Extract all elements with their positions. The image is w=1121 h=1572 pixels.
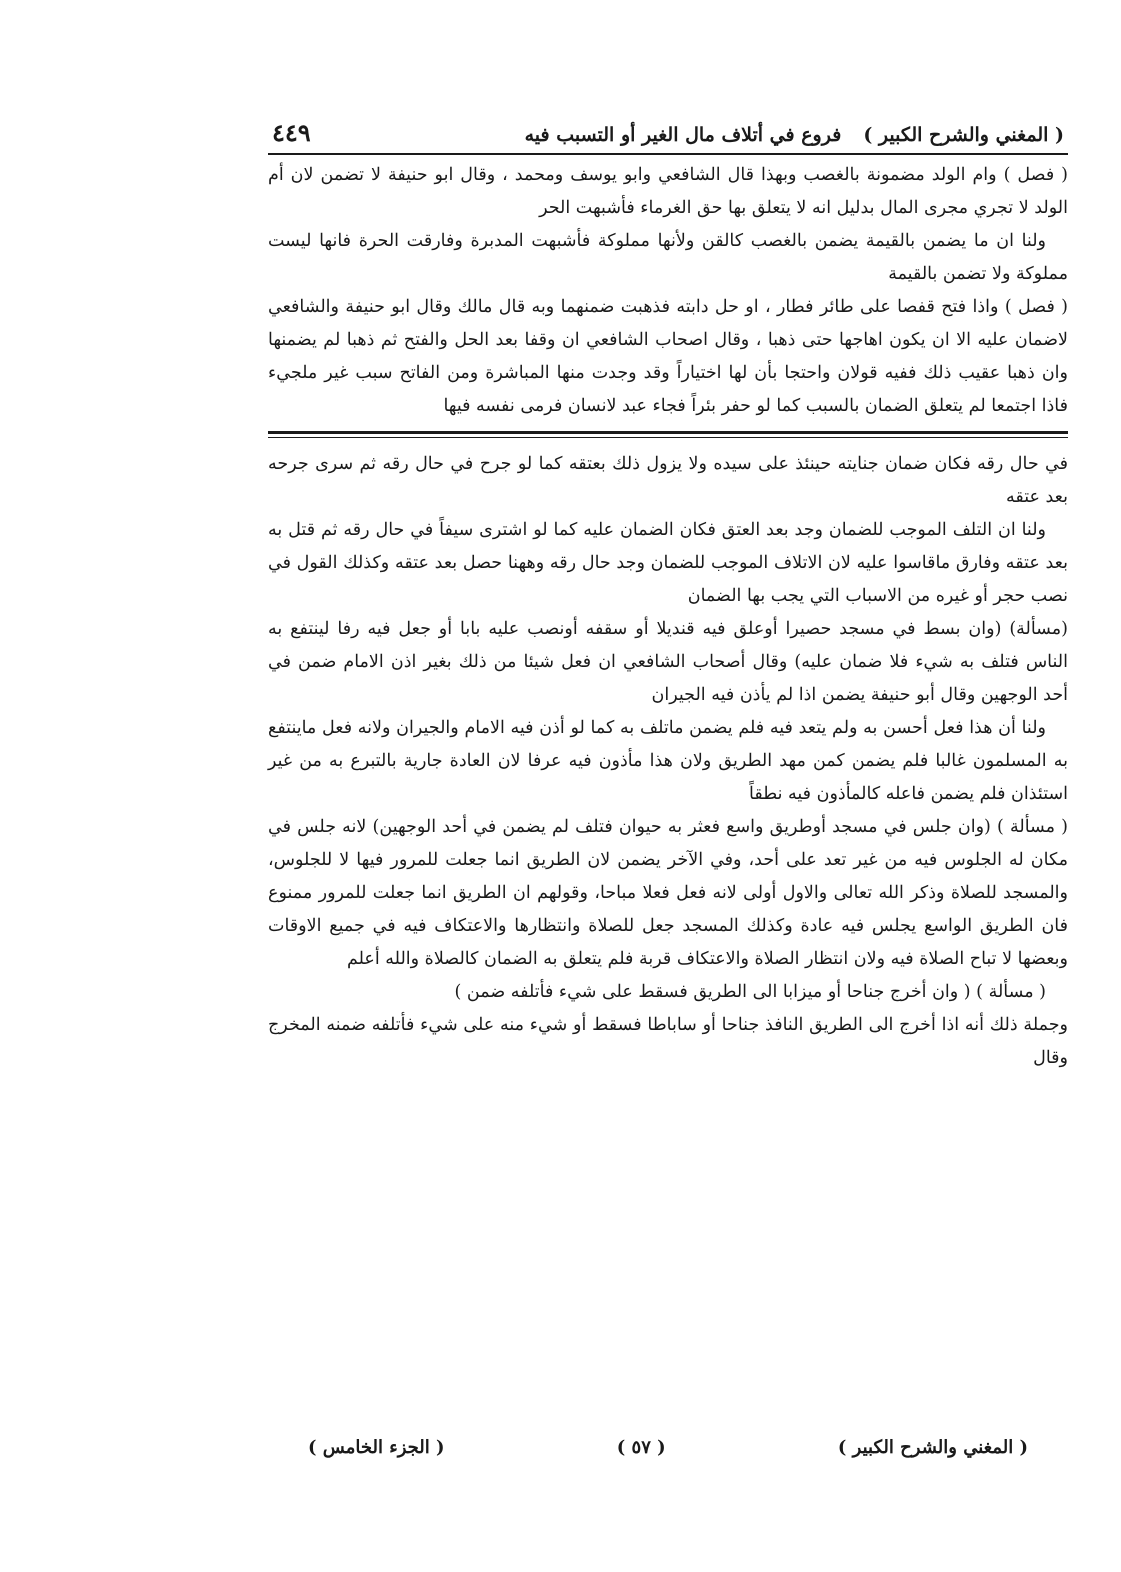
section-divider (268, 431, 1068, 438)
page-number: ٤٤٩ (272, 118, 311, 147)
document-page (268, 118, 1068, 1458)
header-rule (268, 153, 1068, 155)
footer-sheet-number: ( ٥٧ ) (616, 1437, 666, 1458)
paragraph: ولنا ان التلف الموجب للضمان وجد بعد العتق فكان الضمان عليه كما لو اشترى سيفاً في حال رقه ثم قتل به بعد عتقه وفارق ماقاسوا عليه لان الاتلاف الموجب للضمان وجد حال رقه وههنا حصل بعد عتقه وكذلك القول في نصب حجر أو غيره من الاسباب التي يجب بها الضمان (268, 520, 1068, 606)
paragraph: ( مسألة ) (وان جلس في مسجد أوطريق واسع فعثر به حيوان فتلف لم يضمن في أحد الوجهين) لانه جلس في مكان له الجلوس فيه من غير تعد على أحد، وفي الآخر يضمن لان الطريق انما جعلت للمرور فيها لا للجلوس، والمسجد للصلاة وذكر الله تعالى والاول أولى لانه فعل فعلا مباحا، وقولهم ان الطريق انما جعلت للمرور ممنوع فان الطريق الواسع يجلس فيه عادة وكذلك المسجد جعل للصلاة وانتظارها والاعتكاف فيه في جميع الاوقات وبعضها لا تباح الصلاة فيه ولان انتظار الصلاة والاعتكاف قربة فلم يتعلق به الضمان كالصلاة والله أعلم (268, 817, 1068, 969)
paragraph: ( مسألة ) ( وان أخرج جناحا أو ميزابا الى الطريق فسقط على شيء فأتلفه ضمن ) (454, 982, 1046, 1002)
paragraph: ( فصل ) واذا فتح قفصا على طائر فطار ، او حل دابته فذهبت ضمنهما وبه قال مالك وقال ابو حنيفة والشافعي لاضمان عليه الا ان يكون اهاجها حتى ذهبا ، وقال اصحاب الشافعي ان وقفا بعد الحل والفتح ثم ذهبا لم يضمنها وان ذهبا عقيب ذلك ففيه قولان واحتجا بأن لها اختياراً وقد وجدت منها المباشرة ومن الفاتح سبب غير ملجيء فاذا اجتمعا لم يتعلق الضمان بالسبب كما لو حفر بئراً فجاء عبد لانسان فرمى نفسه فيها (268, 297, 1068, 416)
paragraph: ( فصل ) وام الولد مضمونة بالغصب وبهذا قال الشافعي وابو يوسف ومحمد ، وقال ابو حنيفة لا تضمن لان أم الولد لا تجري مجرى المال بدليل انه لا يتعلق بها حق الغرماء فأشبهت الحر (268, 165, 1068, 218)
header-section-title: فروع في أتلاف مال الغير أو التسبب فيه (524, 124, 842, 146)
paragraph: ولنا أن هذا فعل أحسن به ولم يتعد فيه فلم يضمن ماتلف به كما لو أذن فيه الامام والجيران ولانه فعل ماينتفع به المسلمون غالبا فلم يضمن كمن مهد الطريق ولان هذا مأذون فيه عرفا لان العادة جارية بالتبرع به من غير استئذان فلم يضمن فاعله كالمأذون فيه نطقاً (268, 718, 1068, 804)
header-book-title: ( المغني والشرح الكبير ) (863, 124, 1064, 146)
page-footer (268, 1437, 1068, 1458)
paragraph: (مسألة) (وان بسط في مسجد حصيرا أوعلق فيه قنديلا أو سقفه أونصب عليه بابا أو جعل فيه رفا لينتفع به الناس فتلف به شيء فلا ضمان عليه) وقال أصحاب الشافعي ان فعل شيئا من ذلك بغير اذن الامام ضمن في أحد الوجهين وقال أبو حنيفة يضمن اذا لم يأذن فيه الجيران (268, 619, 1068, 705)
upper-text-block (268, 159, 1068, 423)
footer-book-title: ( المغني والشرح الكبير ) (837, 1437, 1028, 1458)
lower-text-block (268, 448, 1068, 1075)
header-titles (525, 124, 1064, 146)
page-header (268, 118, 1068, 153)
paragraph: في حال رقه فكان ضمان جنايته حينئذ على سيده ولا يزول ذلك بعتقه كما لو جرح في حال رقه ثم سرى جرحه بعد عتقه (268, 454, 1068, 507)
footer-volume: ( الجزء الخامس ) (308, 1437, 445, 1458)
paragraph: ولنا ان ما يضمن بالقيمة يضمن بالغصب كالقن ولأنها مملوكة فأشبهت المدبرة وفارقت الحرة فانها ليست مملوكة ولا تضمن بالقيمة (268, 231, 1068, 284)
paragraph: وجملة ذلك أنه اذا أخرج الى الطريق النافذ جناحا أو ساباطا فسقط أو شيء منه على شيء فأتلفه ضمنه المخرج وقال (268, 1015, 1068, 1068)
